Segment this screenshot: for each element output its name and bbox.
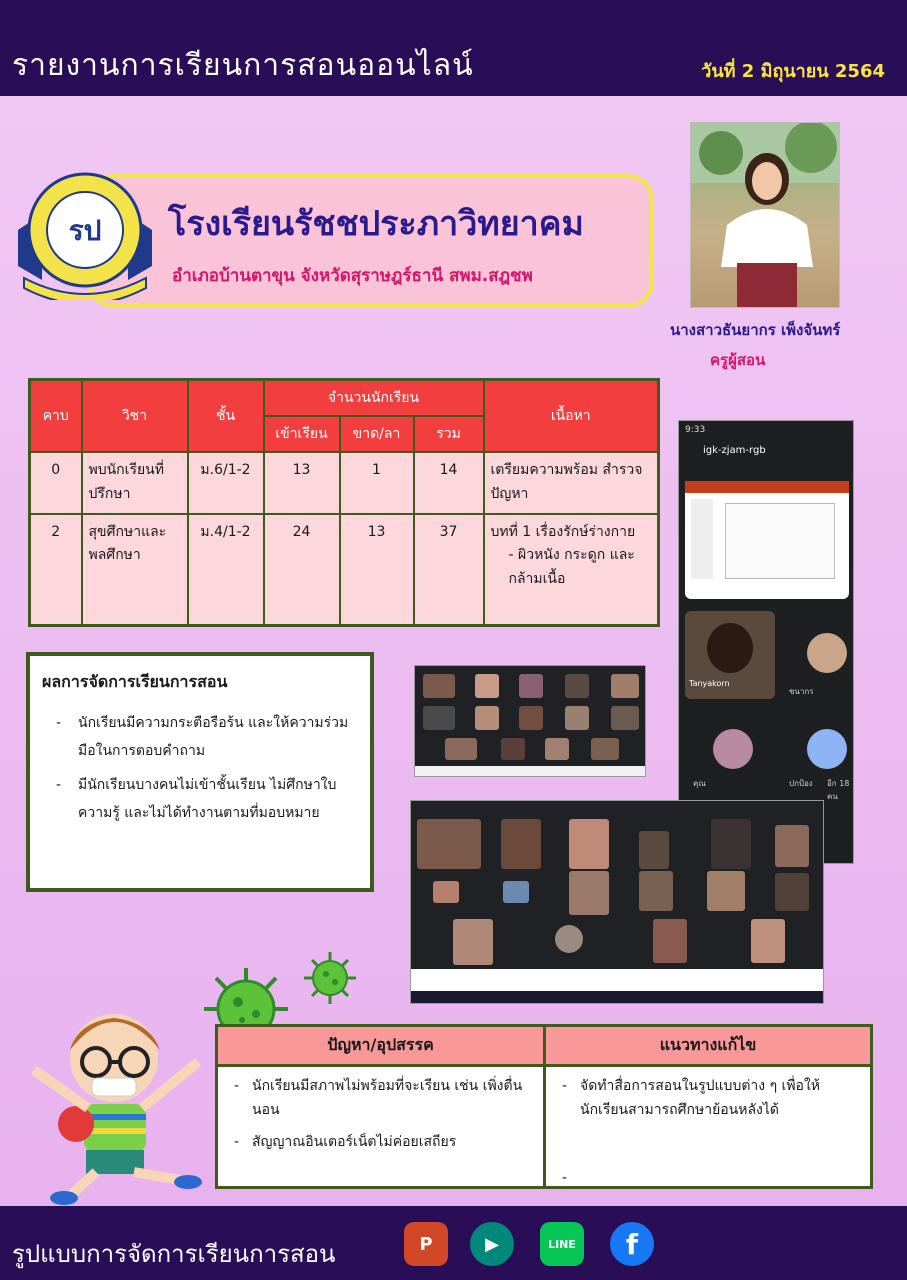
svg-text:รป: รป xyxy=(68,214,102,247)
cell-total: 37 xyxy=(414,514,484,626)
footer-label: รูปแบบการจัดการเรียนการสอน xyxy=(12,1240,336,1268)
col-solutions: แนวทางแก้ไข xyxy=(545,1026,872,1066)
avatar xyxy=(807,729,847,769)
results-title: ผลการจัดการเรียนการสอน xyxy=(42,672,228,691)
cell-content xyxy=(484,514,659,626)
list-item: - นักเรียนมีสภาพไม่พร้อมที่จะเรียน เช่น เพิ่งตื่นนอน xyxy=(228,1075,533,1123)
problems-table xyxy=(215,1024,873,1189)
schedule-table xyxy=(28,378,660,627)
cell-absent: 1 xyxy=(340,452,414,514)
cell-total: 14 xyxy=(414,452,484,514)
cell-period: 2 xyxy=(30,514,82,626)
presenter-caption: Tanyakorn กำลังนำเสนอ xyxy=(689,585,779,594)
teacher-name: นางสาวธันยากร เพ็งจันทร์ xyxy=(670,321,841,339)
col-problems: ปัญหา/อุปสรรค xyxy=(217,1026,545,1066)
school-location: อำเภอบ้านตาขุน จังหวัดสุราษฎร์ธานี สพม.สฎชพ xyxy=(172,266,533,286)
powerpoint-icon: P xyxy=(404,1222,448,1266)
meeting-code: igk-zjam-rgb xyxy=(703,445,766,456)
list-item: - นักเรียนมีความกระตือรือร้น และให้ความร่วมมือในการตอบคำถาม xyxy=(42,709,358,765)
list-item: - สัญญาณอินเตอร์เน็ตไม่ค่อยเสถียร xyxy=(228,1131,533,1155)
col-class: ชั้น xyxy=(188,380,264,453)
content-sub: - ผิวหนัง กระดูก และกล้ามเนื้อ xyxy=(508,547,635,588)
list-item: - จัดทำสื่อการสอนในรูปแบบต่าง ๆ เพื่อให้นักเรียนสามารถศึกษาย้อนหลังได้ xyxy=(556,1075,860,1123)
col-content: เนื้อหา xyxy=(484,380,659,453)
report-date: วันที่ 2 มิถุนายน 2564 xyxy=(701,61,885,82)
cell-present: 13 xyxy=(264,452,340,514)
cell-present: 24 xyxy=(264,514,340,626)
cell-class: ม.6/1-2 xyxy=(188,452,264,514)
avatar xyxy=(807,633,847,673)
cell-absent: 13 xyxy=(340,514,414,626)
cell-subject: สุขศึกษาและพลศึกษา xyxy=(82,514,188,626)
cell-class: ม.4/1-2 xyxy=(188,514,264,626)
student-cartoon-icon xyxy=(30,1000,206,1206)
teacher-photo xyxy=(690,122,840,308)
col-period: คาบ xyxy=(30,380,82,453)
list-item: - มีนักเรียนบางคนไม่เข้าชั้นเรียน ไม่ศึกษาใบความรู้ และไม่ได้ทำงานตามที่มอบหมาย xyxy=(42,771,358,827)
virus-icon xyxy=(302,950,358,1006)
col-absent: ขาด/ลา xyxy=(340,416,414,452)
table-row xyxy=(30,452,659,514)
facebook-icon: f xyxy=(610,1222,654,1266)
phone-time: 9:33 xyxy=(685,425,706,435)
presentation-tile xyxy=(685,481,849,599)
phone-meet-screenshot: 9:33 igk-zjam-rgb Tanyakorn กำลังนำเสนอ Tanyakorn ชนากร คุณ ปกป้อง อีก 18 คน xyxy=(678,420,854,864)
teacher-portrait-icon xyxy=(691,123,840,308)
col-total: รวม xyxy=(414,416,484,452)
school-name: โรงเรียนรัชชประภาวิทยาคม xyxy=(168,204,584,244)
content-sub-text: ผิวหนัง กระดูก และกล้ามเนื้อ xyxy=(508,547,635,588)
participant-tile: Tanyakorn xyxy=(685,611,775,699)
meet-icon: ▶ xyxy=(470,1222,514,1266)
meet-grid-screenshot-small xyxy=(414,665,646,777)
meet-grid-screenshot-large xyxy=(410,800,824,1004)
table-row xyxy=(217,1066,872,1188)
cell-subject: พบนักเรียนที่ปรึกษา xyxy=(82,452,188,514)
solutions-cell xyxy=(545,1066,872,1188)
col-subject: วิชา xyxy=(82,380,188,453)
teacher-role: ครูผู้สอน xyxy=(710,351,766,369)
avatar xyxy=(713,729,753,769)
page-title: รายงานการเรียนการสอนออนไลน์ xyxy=(12,48,474,83)
content-main: บทที่ 1 เรื่องรักษ์ร่างกาย xyxy=(490,523,636,540)
cell-period: 0 xyxy=(30,452,82,514)
school-logo xyxy=(14,170,156,300)
table-row xyxy=(30,514,659,626)
problems-cell xyxy=(217,1066,545,1188)
col-students: จำนวนนักเรียน xyxy=(264,380,484,417)
cell-content: เตรียมความพร้อม สำรวจปัญหา xyxy=(484,452,659,514)
col-present: เข้าเรียน xyxy=(264,416,340,452)
results-box xyxy=(26,652,374,892)
line-icon: LINE xyxy=(540,1222,584,1266)
